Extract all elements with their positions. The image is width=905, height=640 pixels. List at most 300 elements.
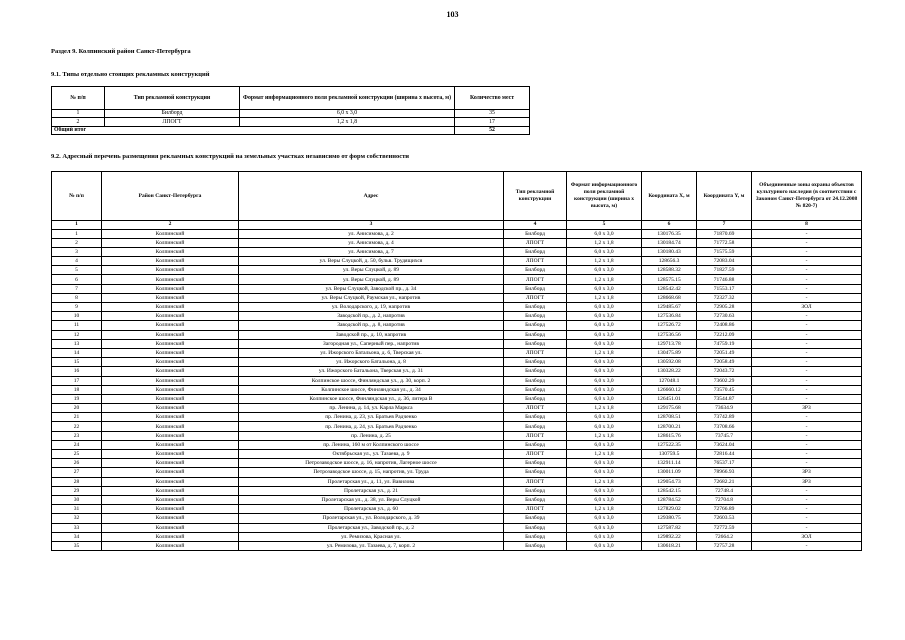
cell: пр. Ленина, 160 м от Колпинского шоссе xyxy=(239,440,504,449)
cell: Билборд xyxy=(504,303,567,312)
cell: Билборд xyxy=(504,422,567,431)
cell: ЛПОГТ xyxy=(504,450,567,459)
cell: Колпинский xyxy=(102,385,239,394)
cell: ЛПОГТ xyxy=(504,431,567,440)
cell: ул. Ижорского Батальона, д. 8 xyxy=(239,358,504,367)
cell: ул. Ижорского Батальона, д. 6, Тверская ул. xyxy=(239,348,504,357)
address-table-header xyxy=(52,172,862,221)
cell: Билборд xyxy=(504,440,567,449)
cell: 128668.68 xyxy=(642,293,697,302)
cell: 72603.53 xyxy=(697,514,752,523)
cell: ул. Веры Слуцкой, д. 50, бульв. Трудящихся xyxy=(239,257,504,266)
cell: 71575.59 xyxy=(697,247,752,256)
cell: - xyxy=(752,431,862,440)
cell: Заводской пр., д. 10, напротив xyxy=(239,330,504,339)
cell: 130176.35 xyxy=(642,229,697,238)
cell: Колпинский xyxy=(102,229,239,238)
cell: 128542.15 xyxy=(642,486,697,495)
cell: Октябрьская ул., ул. Тазаева, д. 9 xyxy=(239,450,504,459)
cell: 6,0 х 3,0 xyxy=(567,339,642,348)
cell: 128700.21 xyxy=(642,422,697,431)
cell: пр. Ленина, д. 25 xyxy=(239,431,504,440)
header-cell: Количество мест xyxy=(455,87,530,110)
cell: ул. Ижорского Батальона, Тверская ул., д. 31 xyxy=(239,367,504,376)
cell: - xyxy=(752,459,862,468)
cell: 127522.35 xyxy=(642,440,697,449)
table-row xyxy=(52,321,862,330)
cell: 1,2 х 1,8 xyxy=(567,348,642,357)
cell: - xyxy=(752,367,862,376)
cell: Колпинский xyxy=(102,468,239,477)
cell: ул. Веры Слуцкой, д. 89 xyxy=(239,275,504,284)
cell: - xyxy=(752,266,862,275)
cell: 6,0 х 3,0 xyxy=(567,523,642,532)
cell: 1,2 х 1,8 xyxy=(567,293,642,302)
cell: Пролетарская ул., д. 60 xyxy=(239,505,504,514)
cell: 72058.49 xyxy=(697,358,752,367)
cell: 6,0 х 3,0 xyxy=(567,312,642,321)
cell: - xyxy=(752,293,862,302)
cell: - xyxy=(752,514,862,523)
cell: 8 xyxy=(52,293,102,302)
cell: 72905.28 xyxy=(697,303,752,312)
cell: 72083.04 xyxy=(697,257,752,266)
cell: 72748.4 xyxy=(697,486,752,495)
cell: ЗРЗ xyxy=(752,477,862,486)
cell: Билборд xyxy=(504,247,567,256)
cell: 71870.69 xyxy=(697,229,752,238)
cell: Колпинский xyxy=(102,293,239,302)
cell: 30 xyxy=(52,495,102,504)
cell: 73708.66 xyxy=(697,422,752,431)
cell: - xyxy=(752,422,862,431)
cell: 6,0 х 3,0 xyxy=(240,110,455,118)
header-cell: № п/п xyxy=(52,87,105,110)
cell: Билборд xyxy=(504,459,567,468)
cell: 25 xyxy=(52,450,102,459)
table-row xyxy=(52,495,862,504)
cell: 6,0 х 3,0 xyxy=(567,385,642,394)
cell: 6,0 х 3,0 xyxy=(567,284,642,293)
cell: ЛПОГТ xyxy=(504,404,567,413)
cell: 9 xyxy=(52,303,102,312)
cell: ЛПОГТ xyxy=(504,293,567,302)
cell: Колпинский xyxy=(102,450,239,459)
cell: Пролетарская ул., ул. Володарского, д. 39 xyxy=(239,514,504,523)
cell: 72816.44 xyxy=(697,450,752,459)
cell: 5 xyxy=(52,266,102,275)
cell: 73745.7 xyxy=(697,431,752,440)
header-cell: Объединенные зоны охраны объектов культурного наследия (в соответствии с Законом Санкт-Петербурга от 24.12.2008 № 820-7) xyxy=(752,172,862,221)
cell: Пролетарская ул., д. 21 xyxy=(239,486,504,495)
cell: 2 xyxy=(52,238,102,247)
cell: Колпинский xyxy=(102,422,239,431)
cell: 130328.22 xyxy=(642,367,697,376)
cell: 29 xyxy=(52,486,102,495)
cell: Колпинский xyxy=(102,321,239,330)
cell: 6,0 х 3,0 xyxy=(567,394,642,403)
table-row xyxy=(52,303,862,312)
cell: ЛПОГТ xyxy=(504,505,567,514)
cell: 1 xyxy=(52,229,102,238)
cell: 78966.93 xyxy=(697,468,752,477)
cell: Колпинский xyxy=(102,339,239,348)
cell: - xyxy=(752,523,862,532)
cell: ЗОЛ xyxy=(752,532,862,541)
header-cell: Тип рекламной конструкции xyxy=(105,87,240,110)
cell: 6,0 х 3,0 xyxy=(567,413,642,422)
cell: Билборд xyxy=(504,541,567,550)
table-row xyxy=(52,422,862,431)
table-row xyxy=(52,431,862,440)
cell: Билборд xyxy=(504,532,567,541)
cell: 22 xyxy=(52,422,102,431)
cell: 127526.72 xyxy=(642,321,697,330)
table-row xyxy=(52,358,862,367)
cell: 6,0 х 3,0 xyxy=(567,459,642,468)
cell: ЛПОГТ xyxy=(504,275,567,284)
table-row xyxy=(52,348,862,357)
table-row xyxy=(52,330,862,339)
cell: 129380.75 xyxy=(642,514,697,523)
cell: Колпинский xyxy=(102,257,239,266)
cell: 132911.14 xyxy=(642,459,697,468)
cell: 130180.43 xyxy=(642,247,697,256)
cell: - xyxy=(752,238,862,247)
cell: 3 xyxy=(52,247,102,256)
table-row xyxy=(52,440,862,449)
cell: Колпинский xyxy=(102,440,239,449)
header-cell: Формат информационного поля рекламной конструкции (ширина х высота, м) xyxy=(567,172,642,221)
cell: 35 xyxy=(52,541,102,550)
cell: 1,2 х 1,8 xyxy=(240,118,455,126)
cell: Колпинский xyxy=(102,394,239,403)
cell: 72730.63 xyxy=(697,312,752,321)
cell: 73602.29 xyxy=(697,376,752,385)
cell: Колпинский xyxy=(102,266,239,275)
cell: 130618.21 xyxy=(642,541,697,550)
cell: Колпинский xyxy=(102,367,239,376)
cell: 130184.74 xyxy=(642,238,697,247)
cell: 33 xyxy=(52,523,102,532)
cell: Билборд xyxy=(504,514,567,523)
cell: ЛПОГТ xyxy=(504,238,567,247)
cell: Билборд xyxy=(504,358,567,367)
cell: 28 xyxy=(52,477,102,486)
cell: 12 xyxy=(52,330,102,339)
cell: ЗРЗ xyxy=(752,468,862,477)
cell: 73634.9 xyxy=(697,404,752,413)
cell: 16 xyxy=(52,367,102,376)
table-row xyxy=(52,394,862,403)
table-row xyxy=(52,385,862,394)
cell: Колпинский xyxy=(102,505,239,514)
cell: ул. Ремизова, Красная ул. xyxy=(239,532,504,541)
cell: Билборд xyxy=(504,339,567,348)
cell: 7 xyxy=(52,284,102,293)
table-row xyxy=(52,275,862,284)
cell: 126451.01 xyxy=(642,394,697,403)
cell: 1,2 х 1,8 xyxy=(567,257,642,266)
cell: 2 xyxy=(52,118,105,126)
cell: ЗОЛ xyxy=(752,303,862,312)
cell: - xyxy=(752,247,862,256)
table-row xyxy=(52,238,862,247)
cell: Пролетарская ул., Заводской пр., д. 2 xyxy=(239,523,504,532)
cell: 6,0 х 3,0 xyxy=(567,440,642,449)
header-cell: Район Санкт-Петербурга xyxy=(102,172,239,221)
table-row xyxy=(52,413,862,422)
cell: 26 xyxy=(52,459,102,468)
cell: 73570.45 xyxy=(697,385,752,394)
cell: Колпинский xyxy=(102,284,239,293)
cell: Колпинский xyxy=(102,459,239,468)
column-number: 5 xyxy=(567,221,642,230)
table-row xyxy=(52,367,862,376)
cell: 72682.21 xyxy=(697,477,752,486)
table-row xyxy=(52,312,862,321)
cell: 127829.02 xyxy=(642,505,697,514)
cell: Пролетарская ул., д. 11, ул. Вавилова xyxy=(239,477,504,486)
cell: Билборд xyxy=(504,413,567,422)
total-value: 52 xyxy=(455,126,530,134)
column-number: 7 xyxy=(697,221,752,230)
cell: 35 xyxy=(455,110,530,118)
cell: Билборд xyxy=(504,266,567,275)
column-numbers-row xyxy=(52,221,862,230)
header-cell: Адрес xyxy=(239,172,504,221)
table-row xyxy=(52,523,862,532)
cell: пр. Ленина, д. 24, ул. Братьев Радченко xyxy=(239,422,504,431)
cell: Колпинское шоссе, Финляндская ул., д. 36, литера В xyxy=(239,394,504,403)
cell: 19 xyxy=(52,394,102,403)
cell: 76537.17 xyxy=(697,459,752,468)
cell: Колпинский xyxy=(102,330,239,339)
cell: Колпинский xyxy=(102,532,239,541)
table-row xyxy=(52,459,862,468)
cell: 6,0 х 3,0 xyxy=(567,541,642,550)
cell: 6,0 х 3,0 xyxy=(567,321,642,330)
cell: - xyxy=(752,339,862,348)
cell: 6,0 х 3,0 xyxy=(567,495,642,504)
cell: 1,2 х 1,8 xyxy=(567,477,642,486)
cell: 1,2 х 1,8 xyxy=(567,238,642,247)
cell: - xyxy=(752,284,862,293)
cell: ул. Анисимова, д. 7 xyxy=(239,247,504,256)
cell: Колпинский xyxy=(102,247,239,256)
table-row xyxy=(52,266,862,275)
column-number: 8 xyxy=(752,221,862,230)
page-number: 103 xyxy=(446,10,459,19)
cell: 74759.19 xyxy=(697,339,752,348)
table-row xyxy=(52,404,862,413)
address-table-body xyxy=(52,229,862,551)
cell: пр. Ленина, д. 14, ул. Карла Маркса xyxy=(239,404,504,413)
column-number: 6 xyxy=(642,221,697,230)
cell: Билборд xyxy=(504,367,567,376)
cell: - xyxy=(752,257,862,266)
cell: ЗРЗ xyxy=(752,404,862,413)
cell: Билборд xyxy=(504,330,567,339)
cell: ЛПОГТ xyxy=(504,257,567,266)
cell: Билборд xyxy=(504,284,567,293)
cell: 128784.52 xyxy=(642,495,697,504)
subsection1-title: 9.1. Типы отдельно стоящих рекламных конструкций xyxy=(51,71,210,78)
column-number: 2 xyxy=(102,221,239,230)
cell: Билборд xyxy=(504,468,567,477)
table-row xyxy=(52,293,862,302)
cell: 130475.89 xyxy=(642,348,697,357)
cell: - xyxy=(752,275,862,284)
cell: ЛПОГТ xyxy=(504,477,567,486)
cell: 6,0 х 3,0 xyxy=(567,468,642,477)
cell: 6,0 х 3,0 xyxy=(567,486,642,495)
header-cell: Формат информационного поля рекламной конструкции (ширина х высота, м) xyxy=(240,87,455,110)
cell: Билборд xyxy=(504,394,567,403)
cell: - xyxy=(752,541,862,550)
header-cell: Тип рекламной конструкции xyxy=(504,172,567,221)
cell: - xyxy=(752,486,862,495)
cell: 129485.67 xyxy=(642,303,697,312)
cell: Колпинский xyxy=(102,486,239,495)
cell: 34 xyxy=(52,532,102,541)
cell: 128615.76 xyxy=(642,431,697,440)
cell: Колпинский xyxy=(102,404,239,413)
cell: 128542.42 xyxy=(642,284,697,293)
cell: Билборд xyxy=(504,385,567,394)
cell: - xyxy=(752,450,862,459)
cell: 6,0 х 3,0 xyxy=(567,532,642,541)
cell: Колпинский xyxy=(102,523,239,532)
subsection2-title: 9.2. Адресный перечень размещения рекламных конструкций на земельных участках независимо от форм собственности xyxy=(51,153,410,160)
cell: 6,0 х 3,0 xyxy=(567,247,642,256)
cell: Колпинский xyxy=(102,238,239,247)
cell: ул. Володарского, д. 19, напротив xyxy=(239,303,504,312)
cell: 72212.09 xyxy=(697,330,752,339)
cell: Заводской пр., д. 2, напротив xyxy=(239,312,504,321)
cell: ул. Веры Слуцкой, Раумская ул., напротив xyxy=(239,293,504,302)
column-number: 4 xyxy=(504,221,567,230)
cell: 31 xyxy=(52,505,102,514)
cell: 127587.82 xyxy=(642,523,697,532)
cell: 6,0 х 3,0 xyxy=(567,266,642,275)
table-row xyxy=(52,486,862,495)
cell: ул. Ремизова, ул. Тазаева, д. 7, корп. 2 xyxy=(239,541,504,550)
cell: 17 xyxy=(455,118,530,126)
cell: Колпинский xyxy=(102,495,239,504)
cell: Колпинский xyxy=(102,275,239,284)
cell: 129175.68 xyxy=(642,404,697,413)
cell: 71746.88 xyxy=(697,275,752,284)
cell: 127536.84 xyxy=(642,312,697,321)
cell: Петрозаводское шоссе, д. 15, напротив, ул. Труда xyxy=(239,468,504,477)
cell: Колпинский xyxy=(102,514,239,523)
cell: - xyxy=(752,358,862,367)
cell: Билборд xyxy=(504,486,567,495)
address-table xyxy=(51,171,862,551)
cell: Билборд xyxy=(504,229,567,238)
cell: 72051.49 xyxy=(697,348,752,357)
cell: 21 xyxy=(52,413,102,422)
cell: 127536.56 xyxy=(642,330,697,339)
types-table-header xyxy=(52,87,530,110)
cell: - xyxy=(752,376,862,385)
cell: 1,2 х 1,8 xyxy=(567,505,642,514)
cell: 32 xyxy=(52,514,102,523)
cell: 17 xyxy=(52,376,102,385)
cell: Билборд xyxy=(504,312,567,321)
cell: - xyxy=(752,440,862,449)
cell: Колпинский xyxy=(102,431,239,440)
cell: - xyxy=(752,312,862,321)
cell: 130759.5 xyxy=(642,450,697,459)
cell: 13 xyxy=(52,339,102,348)
table-row xyxy=(52,110,530,118)
table-row xyxy=(52,118,530,126)
cell: 72043.72 xyxy=(697,367,752,376)
table-row xyxy=(52,339,862,348)
cell: 73742.89 xyxy=(697,413,752,422)
cell: ул. Веры Слуцкой, д. 89 xyxy=(239,266,504,275)
cell: - xyxy=(752,394,862,403)
cell: 72772.59 xyxy=(697,523,752,532)
table-row xyxy=(52,468,862,477)
cell: ЛПОГТ xyxy=(504,348,567,357)
cell: - xyxy=(752,505,862,514)
cell: 130011.09 xyxy=(642,468,697,477)
column-number: 1 xyxy=(52,221,102,230)
table-row xyxy=(52,477,862,486)
cell: пр. Ленина, д. 23, ул. Братьев Радченко xyxy=(239,413,504,422)
cell: 127048.1 xyxy=(642,376,697,385)
cell: Колпинский xyxy=(102,312,239,321)
header-cell: № п/п xyxy=(52,172,102,221)
cell: - xyxy=(752,330,862,339)
cell: 72327.32 xyxy=(697,293,752,302)
total-label: Общий итог xyxy=(52,126,455,134)
cell: Колпинский xyxy=(102,348,239,357)
cell: 6,0 х 3,0 xyxy=(567,358,642,367)
cell: Колпинский xyxy=(102,541,239,550)
cell: 128708.51 xyxy=(642,413,697,422)
cell: 6,0 х 3,0 xyxy=(567,422,642,431)
cell: 15 xyxy=(52,358,102,367)
cell: ул. Анисимова, д. 2 xyxy=(239,229,504,238)
cell: 6,0 х 3,0 xyxy=(567,330,642,339)
cell: Колпинский xyxy=(102,358,239,367)
cell: 6,0 х 3,0 xyxy=(567,229,642,238)
cell: 1,2 х 1,8 xyxy=(567,431,642,440)
cell: 73544.87 xyxy=(697,394,752,403)
cell: 71827.59 xyxy=(697,266,752,275)
cell: 72704.8 xyxy=(697,495,752,504)
cell: 27 xyxy=(52,468,102,477)
cell: - xyxy=(752,413,862,422)
cell: - xyxy=(752,348,862,357)
cell: 129054.73 xyxy=(642,477,697,486)
cell: Пролетарская ул., д. 38, ул. Веры Слуцкой xyxy=(239,495,504,504)
table-row xyxy=(52,257,862,266)
cell: 72757.28 xyxy=(697,541,752,550)
cell: Колпинское шоссе, Финляндская ул., д. 30, корп. 2 xyxy=(239,376,504,385)
header-cell: Координата X, м xyxy=(642,172,697,221)
cell: 6,0 х 3,0 xyxy=(567,367,642,376)
cell: Билборд xyxy=(504,495,567,504)
cell: ЛПОГТ xyxy=(105,118,240,126)
cell: Билборд xyxy=(504,523,567,532)
table-row xyxy=(52,450,862,459)
table-row xyxy=(52,247,862,256)
